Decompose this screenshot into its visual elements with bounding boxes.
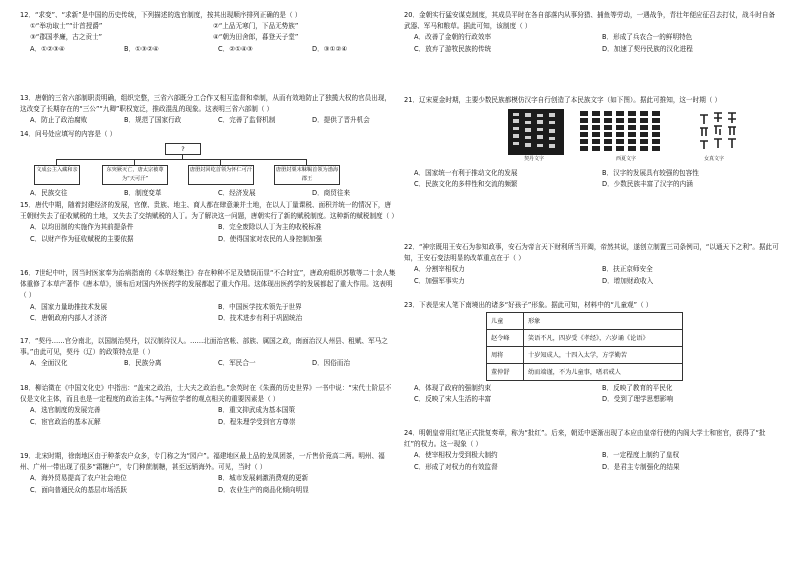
question-stem: 14．问号处应填写的内容是（ ） [20,130,117,138]
jurchen-script-image [688,109,740,155]
diagram-box-1: 文成公主入藏和亲 [34,165,80,185]
option-d[interactable]: D．使得国家对农民的人身控制加强 [218,234,322,243]
statement-2: ②“上品无寒门，下品无势族” [213,22,299,31]
option-d[interactable]: D．农业生产的商品化倾向明显 [218,485,309,494]
question-24 [404,428,780,473]
option-a[interactable]: A．选官制度的发展完善 [30,406,101,415]
caption-jurchen: 女真文字 [704,156,725,163]
question-stem: 17．“契丹……官分南北，以国制治契丹，以汉制待汉人。……北面治宫帐、部族、属国之政，南面治汉人州县、租赋、军马之事。”由此可见，契丹（辽）的政策特点是（ ） [20,337,388,357]
option-d[interactable]: D．是君主专制强化的结果 [602,462,680,471]
question-stem: 18．柳诒徵在《中国文化史》中指出：“盖宋之政治，士大夫之政治也。”余英时在《朱熹的历史世界》一书中说：“宋代士阶层不仅是文化主体，而且也是一定程度的政治主体。”与两位学者的观点相关的重要因素是（ ） [20,384,392,404]
relationship-diagram [20,141,396,187]
question-14 [20,129,396,199]
question-stem: 13．唐朝的三省六部制职责明确，组织完整，三省六部既分工合作又相互监督和牵制，从而有效地防止了独揽大权的官员出现，这改变了长期存在的“三公”“九卿”职权宽泛，推政混乱的现象。这表明三省六部制（ ） [20,94,392,114]
option-d[interactable]: D．程朱理学受到官方尊崇 [218,417,296,426]
diagram-box-2: 东突厥灭亡，唐太宗被尊为“天可汗” [102,165,168,185]
option-a[interactable]: A．民族交往 [30,189,68,198]
question-stem: 19．北宋时期，徐南地区由于种茶农户众多，专门称之为“园户”。福建地区最上品的龙凤团茶，一斤售价竟高二两。明州、福州、广州一带出现了很多“霜糖户”，专门种蔗制糖，甚至远销海外。可见，当时（ ） [20,452,385,472]
table-cell: 十岁知成人，十四入太学，方学勤苦 [524,347,683,364]
option-b[interactable]: B．民族分离 [124,359,162,368]
table-cell: 董仲舒 [487,364,524,381]
diagram-box-3: 唐册封回纥首领为怀仁可汗 [188,165,254,185]
option-c[interactable]: C．宦官政治的基本瓦解 [30,417,101,426]
option-c[interactable]: C．反映了宋人生活的丰富 [414,395,492,404]
question-16 [20,268,396,324]
option-a[interactable]: A．防止了政治腐败 [30,116,88,125]
option-b[interactable]: B．中国医学技术领先于世界 [218,302,302,311]
option-a[interactable]: A．国家力量助推技术发展 [30,302,108,311]
option-b[interactable]: B．制度变革 [124,189,162,198]
option-d[interactable]: D．受到了理学思想影响 [602,395,674,404]
option-d[interactable]: D．增加财政收入 [602,276,654,285]
option-a[interactable]: A．海外贸易提高了农户社会地位 [30,474,127,483]
table-cell: 赵令峰 [487,330,524,347]
xixia-script-image [576,109,672,155]
question-19 [20,451,396,496]
table-cell: 笑语不凡，四岁受《孝经》，六岁诵《论语》 [524,330,683,347]
question-stem: 12．“求变”、“求新”是中国的历史传统，下列描述的选官制度，按其出现顺序排列正确的是（ ） [20,11,302,19]
option-b[interactable]: B．完全废除以人丁为主的收税标准 [218,223,322,232]
table-row [487,313,683,330]
option-a[interactable]: A．改善了金朝的行政效率 [414,33,492,42]
caption-xixia: 西夏文字 [616,156,637,163]
children-table [486,312,683,381]
question-13 [20,93,396,127]
table-row [487,330,683,347]
option-d[interactable]: D．少数民族丰富了汉字的内涵 [602,180,693,189]
option-a[interactable]: A．使宰相权力受到极大制约 [414,451,498,460]
option-c[interactable]: C．形成了对权力的有效监督 [414,462,498,471]
option-c[interactable]: C．②①④③ [218,44,253,53]
question-22 [404,242,780,287]
option-a[interactable]: A．全面汉化 [30,359,68,368]
option-c[interactable]: C．民族文化的多样性和交流的频繁 [414,180,518,189]
question-23 [404,300,780,406]
question-15 [20,200,396,245]
table-row [487,364,683,381]
option-c[interactable]: C．以财产作为征收赋税的主要依据 [30,234,134,243]
question-stem: 24．明朝皇帝用红笔正式批复奏章，称为“批红”。后来，朝廷中逐渐出现了本应由皇帝行使的内阁大学士和宦官，获得了“批红”的权力。这一现象（ ） [404,429,766,449]
option-a[interactable]: A．①②③④ [30,44,65,53]
option-c[interactable]: C．唐朝政府内部人才济济 [30,313,108,322]
diagram-top-box: ? [165,143,201,155]
option-a[interactable]: A．分割宰相权力 [414,265,465,274]
question-stem: 20．金朝实行猛安谋克制度，其成员平时在各自部落内从事狩猎、捕鱼等劳动，一遇战争，青壮年便应征召去打仗，战斗时自备武器、军马和粮草。据此可知，该制度（ ） [404,11,776,31]
option-b[interactable]: B．形成了兵农合一的鲜明特色 [602,33,693,42]
table-cell: 形象 [524,313,683,330]
table-cell: 周将 [487,347,524,364]
question-17 [20,336,396,370]
option-b[interactable]: B．重文抑武成为基本国策 [218,406,296,415]
option-a[interactable]: A．以均田制的实施作为其前提条件 [30,223,134,232]
table-row [487,347,683,364]
option-b[interactable]: B．反映了教育的平民化 [602,384,673,393]
statement-1: ①“举功取士”“计首授爵” [30,22,103,31]
diagram-connector [56,159,306,160]
option-b[interactable]: B．城市发展刺激消费观的更新 [218,474,309,483]
question-stem: 16．7世纪中叶，因当时医家奉为治病指南的《本草经集注》存在种种不足及错误而显“不合时宜”，唐政府组织苏敬等二十余人集体重修了本草产著作《唐本草》，颁布后对国内外医药学的发展都起了重大作用。这体现出医药学的发展都起了重大作用。这表明（ ） [20,269,396,300]
question-stem: 15．唐代中期，随着封建经济的发展，官僚、贵族、地主、商人都在肆意兼并土地，在以人丁量课税、面积并统一的情况下，唐王朝财失去了征收赋税的土地，又失去了交纳赋税的人丁。为了解决这一问题，唐朝实行了新的赋税制度。这种新的赋税制度（ ） [20,201,398,221]
question-20 [404,10,780,55]
question-12 [20,10,396,55]
caption-khitan: 契丹文字 [524,156,545,163]
option-b[interactable]: B．①③②④ [124,44,159,53]
option-c[interactable]: C．面向普通民众的基层市场活跃 [30,485,127,494]
script-images [404,107,780,167]
option-c[interactable]: C．完善了监督机制 [218,116,276,125]
question-stem: 21．辽宋夏金时期，主要少数民族都模仿汉字自行创造了本民族文字（如下图）。据此可推知，这一时期（ ） [404,96,722,104]
table-cell: 幼而端谨，不为儿童事，嗜君戒人 [524,364,683,381]
option-c[interactable]: C．经济发展 [218,189,256,198]
option-d[interactable]: D．商贸往来 [312,189,351,198]
question-18 [20,383,396,428]
table-cell: 儿童 [487,313,524,330]
option-a[interactable]: A．体现了政府的强制约束 [414,384,492,393]
option-b[interactable]: B．规范了国家行政 [124,116,182,125]
option-c[interactable]: C．军民合一 [218,359,256,368]
option-c[interactable]: C．加强军事实力 [414,276,465,285]
option-d[interactable]: D．③①②④ [312,44,348,53]
option-c[interactable]: C．放弃了游牧民族的传统 [414,44,492,53]
option-d[interactable]: D．加速了契丹民族的汉化进程 [602,44,693,53]
option-d[interactable]: D．提供了晋升机会 [312,116,370,125]
statement-4: ④“朝为田舍郎，暮登天子堂” [213,33,299,42]
option-d[interactable]: D．技术进步有利于巩固统治 [218,313,303,322]
diagram-box-4: 唐册封粟末靺鞨首领为渤海郡王 [274,165,340,185]
statement-3: ③“郡国孝廉，古之贡士” [30,33,103,42]
question-stem: 23．下表是宋人笔下南境出的诸多“好孩子”形象。据此可知，材料中的“儿童观”（ ） [404,301,653,309]
option-b[interactable]: B．扶正京师安全 [602,265,653,274]
option-b[interactable]: B．汉字的发展具有较强的包容性 [602,169,699,178]
question-21 [404,95,780,191]
option-d[interactable]: D．因俗而治 [312,359,351,368]
option-a[interactable]: A．国家统一有利于推动文化的发展 [414,169,518,178]
option-b[interactable]: B．一定程度上制约了皇权 [602,451,680,460]
question-stem: 22．“神宗既用王安石为参知政事，安石为帝言天下财利所当开阖，帝然其说，遂创立制置三司条例司，“以通天下之利”。据此可知，王安石变法明显的改革重点在于（ ） [404,243,779,263]
khitan-script-image [508,109,564,155]
